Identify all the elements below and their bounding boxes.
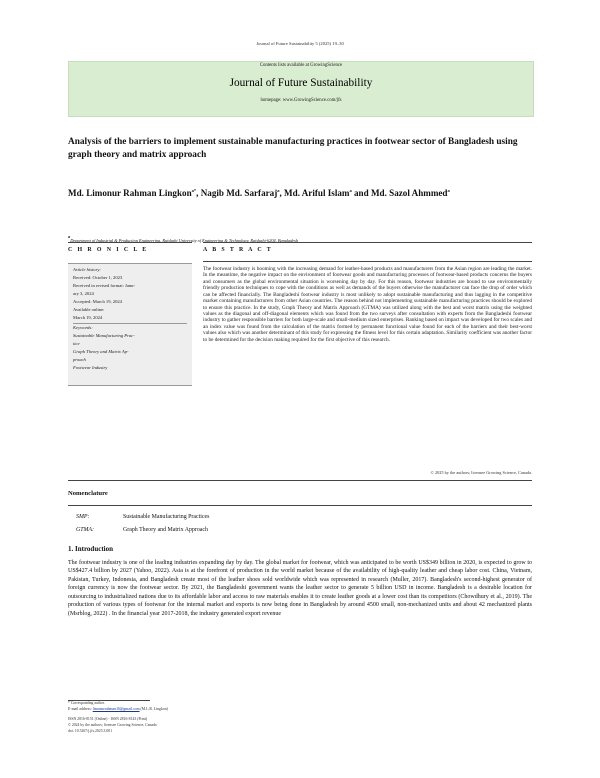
abstract-text: The footwear industry is booming with the increasing demand for leather-based products and manufacturers from the Asian region are leading the market. In the meantime, the negative impact on the environment of footwear goods and manufacturing processes of footwear-based products concerns the buyers and consumers as the global environmental situation is worsening day by day. For this reason, footwear industries are bound to use environmentally friendly production techniques to cope with the conditions as well as demands of the buyers otherwise the manufacturer can face the drop of order which can be affected financially. The Bangladeshi footwear industry is most unlikely to adopt sustainable manufacturing and thus lagging in the competitive market containing manufacturers from other Asian countries. The reason behind not implementing sustainable manufacturing practices should be explored to ensure this practice. In the study, Graph Theory and Matrix Approach (GTMA) was utilized along with the best and worst matrix using the weighted values as the diagonal and off-diagonal elements which was found from the two surveys after consultation with experts from the Bangladeshi footwear industry to gather responsible barriers for both large-scale and small-medium sized enterprises. Ranking based on impact was developed for two scales and an index value was found from the calculation of the matrix formed by permanent functional value found for each of the barriers and their best-worst values also which was another determinant of this study for expressing the fitness level for this certain adaptation. Similarity coefficient was another factor to be determined for the decision making required for the first objective of this research.	[203, 266, 532, 343]
section-heading: 1. Introduction	[68, 545, 113, 553]
author-separator: and	[351, 188, 371, 198]
nomenclature-definition: Sustainable Manufacturing Practices	[123, 514, 210, 520]
journal-masthead	[68, 61, 534, 117]
journal-title: Journal of Future Sustainability	[229, 77, 373, 89]
email-owner: (M.L.R. Lingkon)	[139, 707, 168, 711]
author-affiliation-mark: a	[349, 188, 352, 193]
keyword: proach	[73, 357, 86, 362]
divider	[203, 242, 532, 243]
history-line: March 19, 2024	[73, 315, 103, 320]
divider	[68, 480, 532, 481]
corresponding-note: * Corresponding author.	[68, 701, 105, 705]
doi-line[interactable]: doi: 10.5267/j.jfs.2025.3.001	[68, 729, 113, 733]
author-affiliation-mark: a	[447, 188, 450, 193]
divider	[203, 261, 532, 262]
nomenclature-heading: Nomenclature	[68, 490, 108, 497]
history-line: Accepted: March 19, 2024	[73, 299, 122, 304]
author-affiliation-mark: a	[277, 188, 280, 193]
history-line: Received in revised format: Janu-	[73, 283, 135, 288]
email-label: E-mail address:	[68, 707, 93, 711]
email-note	[68, 707, 168, 711]
author-name: Nagib Md. Sarfaraj	[200, 188, 278, 198]
author-separator: ,	[279, 188, 285, 198]
nomenclature-abbr: GTMA:	[76, 527, 94, 533]
article-title: Analysis of the barriers to implement sustainable manufacturing practices in footwear sector of Bangladesh using graph theory and matrix approach	[68, 137, 518, 160]
email-link[interactable]: limonurrahman16@gmail.com	[92, 707, 140, 711]
divider	[73, 323, 187, 324]
keyword: Sustainable Manufacturing Prac-	[73, 333, 135, 338]
abstract-heading: A B S T R A C T	[203, 247, 273, 253]
affiliation-mark: a	[68, 234, 71, 239]
keyword: Graph Theory and Matrix Ap-	[73, 349, 129, 354]
article-info-box	[68, 263, 192, 386]
divider	[68, 242, 192, 243]
history-line: Available online:	[73, 307, 105, 312]
history-line: ary 3, 2024	[73, 291, 94, 296]
chronicle-heading: C H R O N I C L E	[68, 247, 149, 253]
nomenclature-definition: Graph Theory and Matrix Approach	[123, 527, 208, 533]
history-line: Received: October 1, 2023	[73, 275, 123, 280]
affiliation-text: Department of Industrial & Production Engineering, Rajshahi University of Engineering & Technology, Rajshahi-6204, Bangladesh	[70, 238, 299, 243]
journal-homepage[interactable]: homepage: www.GrowingScience.com/jfs	[260, 98, 342, 103]
footer-copyright: © 2024 by the authors; licensee Growing Science, Canada	[68, 723, 157, 727]
divider	[68, 505, 532, 506]
issn-line: ISSN 2816-8151 (Online) - ISSN 2816-8143 (Print)	[68, 717, 148, 721]
author-affiliation-mark: a*	[191, 188, 197, 193]
keywords-label: Keywords:	[73, 325, 93, 330]
introduction-text: The footwear industry is one of the leading industries expanding day by day. The global market for footwear, which was anticipated to be worth US$349 billion in 2020, is expected to grow to US$427.4 billion by 2027 (Yahoo, 2022). Asia is at the forefront of production in the world market because of the availability of high-quality leather and cheap labor cost. China, Vietnam, Pakistan, Turkey, Indonesia, and Bangladesh create most of the leather shoes sold worldwide which was represented in research (Muller, 2017). Bangladesh's second-highest generator of foreign currency is now the footwear sector. By 2021, the Bangladeshi government wants the leather sector to generate 5 billion USD in income. Bangladesh is a desirable location for outsourcing to industrialized nations due to its affordable labor and access to raw materials enables it to create leather goods at a lower cost than its competitors (Chowdhury et al., 2019). The production of various types of footwear for the internal market and exports is now being done in Bangladesh by around 4500 small, non-mechanized units and about 42 mechanized plants (Msrblog, 2022) . In the financial year 2017-2018, the industry generated export revenue	[68, 560, 532, 617]
author-name: Md. Ariful Islam	[284, 188, 350, 198]
contents-line: Contents lists available at GrowingScience	[259, 63, 343, 68]
copyright-line: © 2025 by the authors; licensee Growing Science, Canada.	[430, 470, 532, 475]
author-name: Md. Limonur Rahman Lingkon	[68, 188, 192, 198]
author-list	[68, 185, 538, 200]
author-name: Md. Sazol Ahmmed	[370, 188, 448, 198]
author-separator: ,	[196, 188, 201, 198]
keyword: Footwear Industry	[73, 365, 108, 370]
running-header: Journal of Future Sustainability 5 (2025) 19–30	[256, 41, 344, 46]
keyword: tice	[73, 341, 80, 346]
history-label: Article history:	[73, 267, 101, 272]
nomenclature-abbr: SMP:	[76, 514, 90, 520]
